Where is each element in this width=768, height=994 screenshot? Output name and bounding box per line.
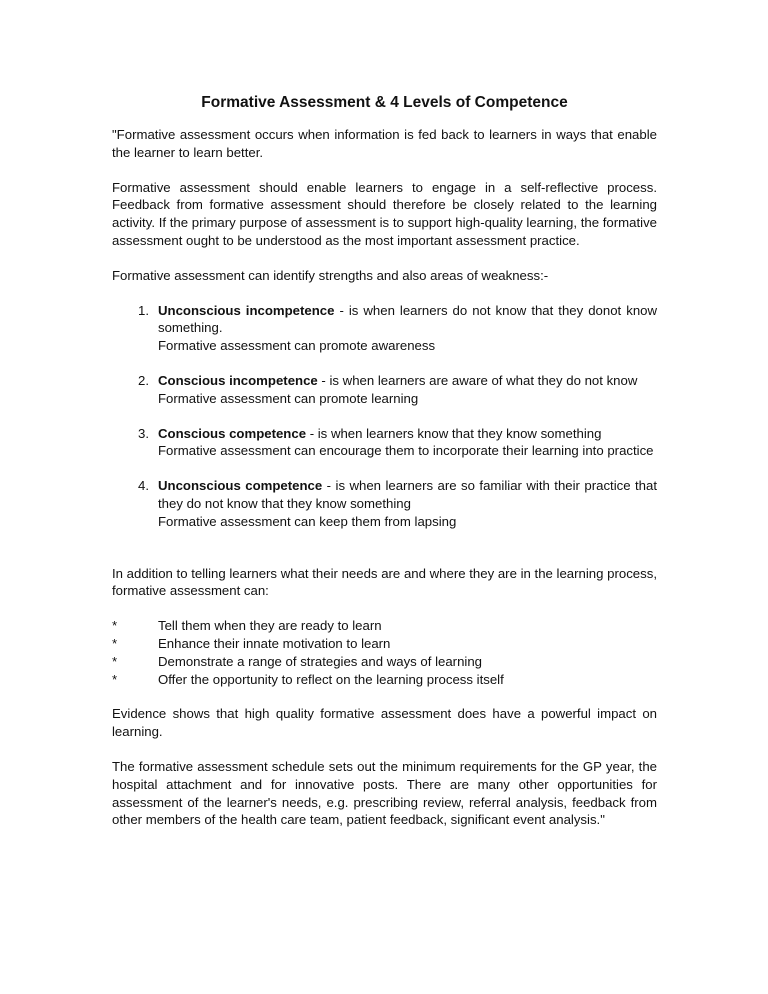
level-term: Unconscious incompetence <box>158 302 335 318</box>
bullet-star-icon: * <box>112 653 118 669</box>
level-description: - is when learners know that they know something <box>306 425 602 441</box>
level-note: Formative assessment can encourage them to incorporate their learning into practice <box>158 443 654 459</box>
list-item <box>112 302 657 355</box>
self-reflective-paragraph: Formative assessment should enable learners to engage in a self-reflective process. Feedback from formative assessment should therefore be closely related to the learning activity. If the primary purpose of assessment is to support high-quality learning, the formative assessment ought to be understood as the most important assessment practice. <box>112 179 657 248</box>
level-term: Conscious incompetence <box>158 372 318 388</box>
evidence-paragraph: Evidence shows that high quality formative assessment does have a powerful impact on learning. <box>112 706 657 740</box>
additional-paragraph: In addition to telling learners what their needs are and where they are in the learning process, formative assessment can: <box>112 565 657 599</box>
list-item <box>112 425 657 461</box>
bullet-text: Enhance their innate motivation to learn <box>158 635 391 651</box>
intro-paragraph: "Formative assessment occurs when information is fed back to learners in ways that enable the learner to learn better. <box>112 127 657 160</box>
level-term: Unconscious competence <box>158 478 323 494</box>
bullet-star-icon: * <box>112 671 118 687</box>
document-title: Formative Assessment & 4 Levels of Competence <box>201 94 568 111</box>
strengths-paragraph: Formative assessment can identify strengths and also areas of weakness:- <box>112 267 549 283</box>
document-page <box>112 92 657 846</box>
bullet-list <box>112 617 657 688</box>
bullet-text: Offer the opportunity to reflect on the learning process itself <box>158 671 504 687</box>
list-item <box>112 372 657 408</box>
bullet-item <box>112 635 657 653</box>
level-description: - is when learners do not know that they donot know something. <box>158 302 658 336</box>
level-description: - is when learners are aware of what they do not know <box>317 372 638 388</box>
level-description: - is when learners are so familiar with their practice that they do not know that they know something <box>158 478 658 511</box>
schedule-paragraph: The formative assessment schedule sets out the minimum requirements for the GP year, the hospital attachment and for innovative posts. There are many other opportunities for assessment of the learner's needs, e.g. prescribing review, referral analysis, feedback from other members of the health care team, patient feedback, significant event analysis." <box>112 758 657 828</box>
competence-levels-list <box>112 302 657 531</box>
list-number: 3. <box>138 425 149 441</box>
list-number: 1. <box>138 302 149 318</box>
bullet-item <box>112 617 657 635</box>
list-number: 2. <box>138 372 149 388</box>
bullet-text: Tell them when they are ready to learn <box>158 618 382 634</box>
bullet-text: Demonstrate a range of strategies and ways of learning <box>158 653 483 669</box>
level-note: Formative assessment can promote awareness <box>158 338 436 354</box>
bullet-item <box>112 671 657 689</box>
list-number: 4. <box>138 478 149 494</box>
list-item <box>112 477 657 530</box>
level-note: Formative assessment can keep them from lapsing <box>158 513 457 529</box>
level-term: Conscious competence <box>158 425 307 441</box>
bullet-star-icon: * <box>112 635 118 651</box>
bullet-item <box>112 653 657 671</box>
level-note: Formative assessment can promote learning <box>158 390 419 406</box>
bullet-star-icon: * <box>112 618 118 634</box>
